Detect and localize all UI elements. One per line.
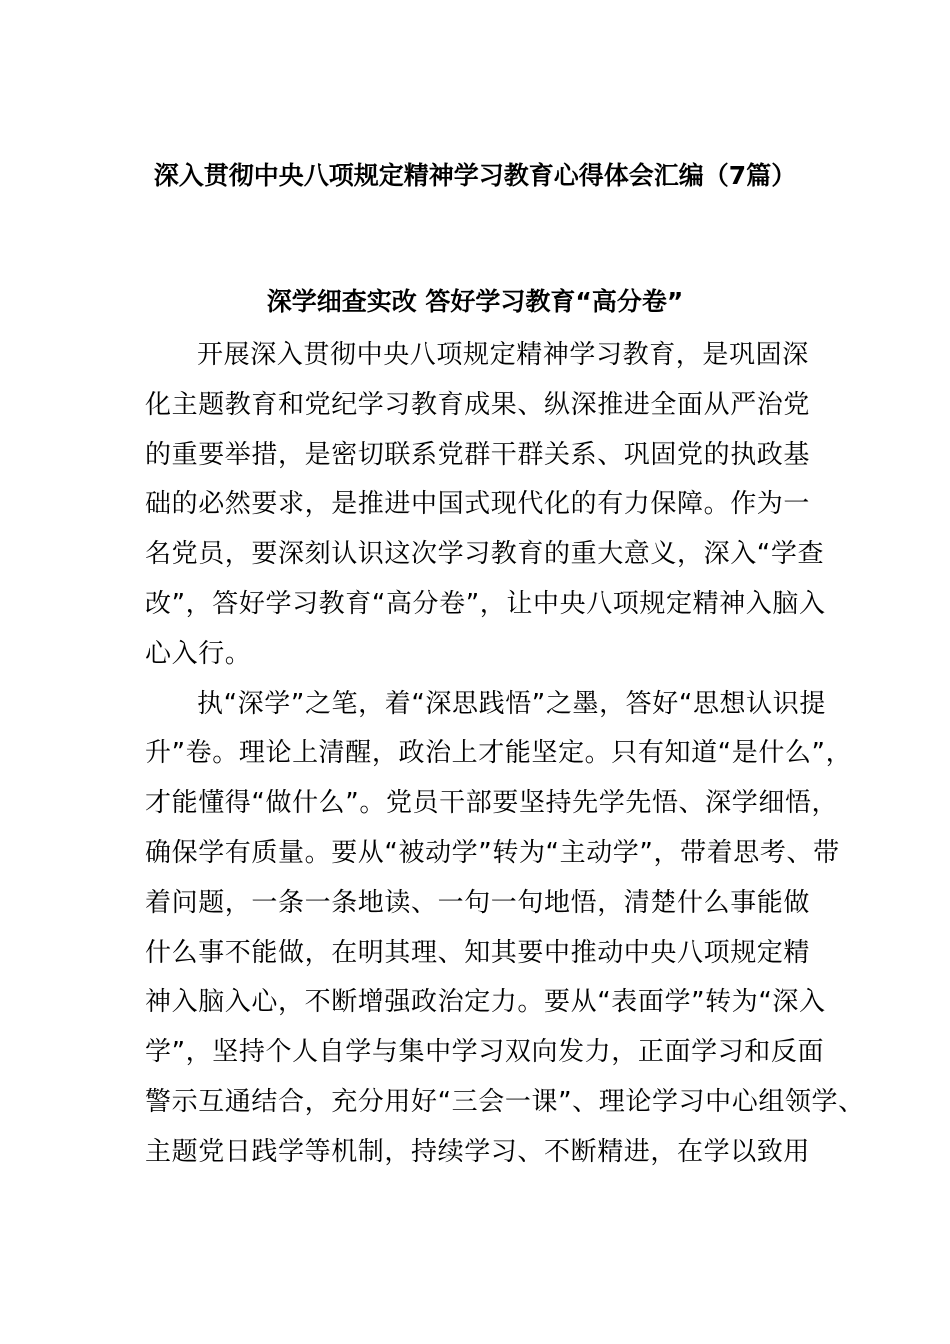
paragraph-line: 才能懂得“做什么”。党员干部要坚持先学先悟、深学细悟， xyxy=(145,788,839,819)
paragraph-line: 化主题教育和党纪学习教育成果、纵深推进全面从严治党 xyxy=(145,389,811,420)
paragraph-line: 着问题，一条一条地读、一句一句地悟，清楚什么事能做 xyxy=(145,887,811,918)
paragraph-line: 改”，答好学习教育“高分卷”，让中央八项规定精神入脑入 xyxy=(145,588,826,619)
paragraph-line: 警示互通结合，充分用好“三会一课”、理论学习中心组领学、 xyxy=(145,1086,865,1117)
paragraph-line: 心入行。 xyxy=(145,638,252,669)
paragraph-line: 名党员，要深刻认识这次学习教育的重大意义，深入“学查 xyxy=(145,539,825,570)
paragraph-line: 确保学有质量。要从“被动学”转为“主动学”，带着思考、带 xyxy=(145,837,840,868)
paragraph-line: 升”卷。理论上清醒，政治上才能坚定。只有知道“是什么”， xyxy=(145,738,853,769)
paragraph-line: 础的必然要求，是推进中国式现代化的有力保障。作为一 xyxy=(145,489,811,520)
paragraph-line: 神入脑入心，不断增强政治定力。要从“表面学”转为“深入 xyxy=(145,987,826,1018)
document-title: 深入贯彻中央八项规定精神学习教育心得体会汇编（7篇） xyxy=(153,161,797,190)
body-text xyxy=(145,331,865,1178)
paragraph-line: 开展深入贯彻中央八项规定精神学习教育，是巩固深 xyxy=(197,340,809,370)
paragraph-line: 主题党日践学等机制，持续学习、不断精进，在学以致用 xyxy=(145,1136,811,1167)
paragraph-line: 学”，坚持个人自学与集中学习双向发力，正面学习和反面 xyxy=(145,1037,825,1068)
paragraph-line: 什么事不能做，在明其理、知其要中推动中央八项规定精 xyxy=(145,937,811,968)
paragraph-line: 的重要举措，是密切联系党群干群关系、巩固党的执政基 xyxy=(145,439,811,470)
section-title: 深学细查实改 答好学习教育“高分卷” xyxy=(266,287,684,316)
paragraph-line: 执“深学”之笔，着“深思践悟”之墨，答好“思想认识提 xyxy=(197,688,826,719)
